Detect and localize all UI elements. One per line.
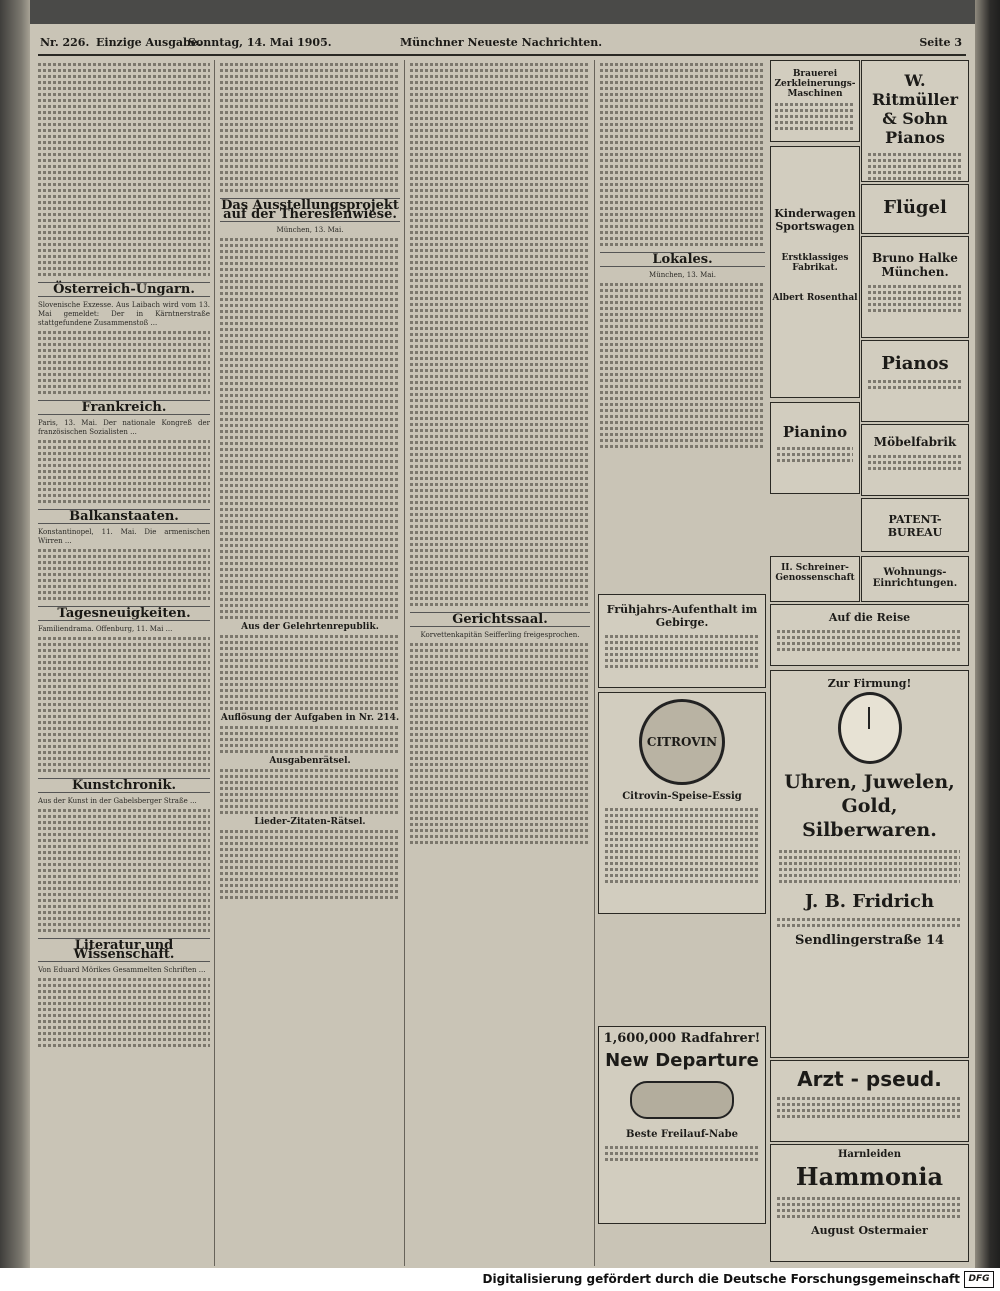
ad-claim: Beste Freilauf-Nabe: [626, 1129, 738, 1140]
sub-heading: Auflösung der Aufgaben in Nr. 214.: [220, 713, 400, 723]
ad-text: [605, 635, 759, 668]
column-rule: [214, 60, 215, 1266]
digitization-footer: [0, 1268, 1000, 1291]
funding-credit: Digitalisierung gefördert durch die Deutsche Forschungsgemeinschaft: [482, 1272, 960, 1286]
pocket-watch-icon: [838, 692, 902, 764]
section-lead: Familiendrama. Offenburg, 11. Mai ...: [38, 625, 173, 633]
ad-wohnungseinrichtungen: [861, 556, 969, 602]
ad-brand: Hammonia: [795, 1162, 944, 1191]
ad-title: Pianino: [782, 423, 848, 441]
ad-text: [777, 447, 853, 462]
text-block: [38, 978, 210, 1047]
bicycle-hub-icon: [630, 1081, 734, 1119]
ad-title: Brauerei Zerkleinerungs-Maschinen: [774, 69, 856, 99]
dfg-logo: DFG: [964, 1271, 994, 1288]
text-block: [220, 769, 400, 814]
ad-company: Albert Rosenthal: [772, 293, 858, 303]
issue-number: Nr. 226.: [40, 36, 90, 49]
section-lead: Konstantinopel, 11. Mai. Die armenischen Wirren ...: [38, 528, 210, 545]
text-block: [220, 63, 400, 192]
edition-label: Einzige Ausgabe.: [96, 36, 202, 49]
ad-kinderwagen: [770, 146, 860, 398]
text-block: [600, 63, 765, 246]
newspaper-title: Münchner Neueste Nachrichten.: [400, 36, 603, 49]
ad-bruno-halke: [861, 236, 969, 338]
section-lead: Aus der Kunst in der Gabelsberger Straße ...: [38, 797, 197, 805]
text-block: [38, 809, 210, 932]
text-block: [38, 63, 210, 276]
ad-brand: New Departure: [605, 1050, 759, 1071]
article-heading: Das Ausstellungsprojekt auf der Theresienwiese.: [221, 198, 399, 222]
text-block: [38, 549, 210, 600]
ad-title: Kinderwagen Sportswagen: [774, 207, 856, 233]
ad-title: Frühjahrs-Aufenthalt im Gebirge.: [606, 603, 758, 629]
ad-text: [605, 1146, 759, 1161]
text-block: [220, 830, 400, 899]
sub-heading: Ausgabenrätsel.: [269, 756, 351, 766]
section-heading: Literatur und Wissenschaft.: [38, 938, 210, 962]
column-rule: [594, 60, 595, 1266]
section-heading: Tagesneuigkeiten.: [38, 606, 210, 621]
text-block: [38, 637, 210, 772]
text-block: [220, 635, 400, 710]
ad-title: Möbelfabrik: [873, 435, 957, 449]
ad-text: [777, 918, 962, 927]
ad-arzt-pseud: [770, 1060, 969, 1142]
section-heading: Österreich-Ungarn.: [38, 282, 210, 297]
ad-title: Bruno Halke München.: [872, 251, 958, 279]
page-header: [38, 32, 966, 56]
ad-brand: CITROVIN: [646, 735, 718, 749]
sub-heading: Aus der Gelehrtenrepublik.: [241, 622, 379, 632]
ad-title: PATENT-BUREAU: [887, 513, 943, 539]
text-block: [38, 331, 210, 394]
ad-text: [868, 285, 962, 312]
ad-moebelfabrik: [861, 424, 969, 496]
ad-ritmueller-pianos: [861, 60, 969, 182]
ad-subtitle: Erstklassiges Fabrikat.: [781, 253, 849, 273]
section-heading: Gerichtssaal.: [410, 612, 590, 627]
ad-title: W. Ritmüller & Sohn Pianos: [871, 71, 959, 147]
ad-headline: 1,600,000 Radfahrer!: [603, 1031, 761, 1046]
ad-text: [868, 380, 962, 389]
section-heading: Kunstchronik.: [38, 778, 210, 793]
ad-text: [777, 630, 962, 651]
lemon-bottle-icon: [639, 699, 725, 785]
section-heading: Balkanstaaten.: [38, 509, 210, 524]
column-left: [38, 60, 210, 1266]
ad-hammonia: [770, 1144, 969, 1262]
sub-heading: Lieder-Zitaten-Rätsel.: [254, 817, 366, 827]
ad-patent-bureau: [861, 498, 969, 552]
ad-zerkleinerungs: [770, 60, 860, 142]
ad-fluegel: [861, 184, 969, 234]
ad-headline: Uhren, Juwelen, Gold, Silberwaren.: [784, 771, 955, 841]
ad-title: II. Schreiner-Genossenschaft: [775, 563, 855, 583]
section-lead: Von Eduard Mörikes Gesammelten Schriften ...: [38, 966, 206, 974]
ad-new-departure: [598, 1026, 766, 1224]
text-block: [410, 643, 590, 844]
newspaper-page: [30, 24, 975, 1268]
column-third: [410, 60, 590, 1266]
ad-title: Wohnungs-Einrichtungen.: [872, 567, 958, 589]
binding-edge: [975, 0, 1000, 1268]
ad-company: August Ostermaier: [811, 1224, 928, 1237]
ad-auf-die-reise: [770, 604, 969, 666]
column-rule: [404, 60, 405, 1266]
ad-citrovin: [598, 692, 766, 914]
ad-company: J. B. Fridrich: [804, 891, 935, 912]
ad-fruehjahrs-aufenthalt: [598, 594, 766, 688]
ad-text: [605, 808, 759, 883]
text-block: [220, 726, 400, 753]
ad-kicker: Harnleiden: [837, 1149, 902, 1160]
ad-title: Zur Firmung!: [827, 677, 912, 690]
text-block: [410, 63, 590, 606]
ad-schreiner-genossenschaft: [770, 556, 860, 602]
section-heading: Lokales.: [600, 252, 765, 267]
ad-address: Sendlingerstraße 14: [794, 933, 945, 948]
ad-text: [775, 103, 855, 130]
text-block: [38, 440, 210, 503]
left-page-edge: [0, 0, 30, 1268]
section-heading: Frankreich.: [38, 400, 210, 415]
column-middle: [220, 60, 400, 1266]
ad-title: Flügel: [883, 197, 947, 218]
ad-title: Arzt - pseud.: [797, 1067, 942, 1091]
text-block: [600, 283, 765, 448]
ad-subtitle: Citrovin-Speise-Essig: [622, 791, 742, 802]
ad-title: Pianos: [881, 353, 949, 374]
ad-title: Auf die Reise: [828, 611, 911, 624]
text-block: [220, 238, 400, 619]
ad-text: [777, 1197, 962, 1218]
section-lead: Korvettenkapitän Seifferling freigesprochen.: [420, 631, 580, 639]
ad-text: [868, 455, 962, 470]
ad-kindshuber-pianos: [861, 340, 969, 422]
page-number: Seite 3: [919, 36, 962, 49]
ad-text: [779, 850, 960, 883]
issue-date: Sonntag, 14. Mai 1905.: [188, 36, 332, 49]
section-lead: Paris, 13. Mai. Der nationale Kongreß der französischen Sozialisten ...: [38, 419, 210, 436]
section-lead: Slovenische Exzesse. Aus Laibach wird vom 13. Mai gemeldet: Der in Kärntnerstraße stattgefundene Zusammenstoß ...: [38, 301, 210, 327]
ad-text: [777, 1097, 962, 1118]
ad-pianino: [770, 402, 860, 494]
section-lead: München, 13. Mai.: [649, 271, 716, 279]
ad-uhren-fridrich: [770, 670, 969, 1058]
ad-text: [868, 153, 962, 182]
article-dateline: München, 13. Mai.: [276, 226, 344, 234]
